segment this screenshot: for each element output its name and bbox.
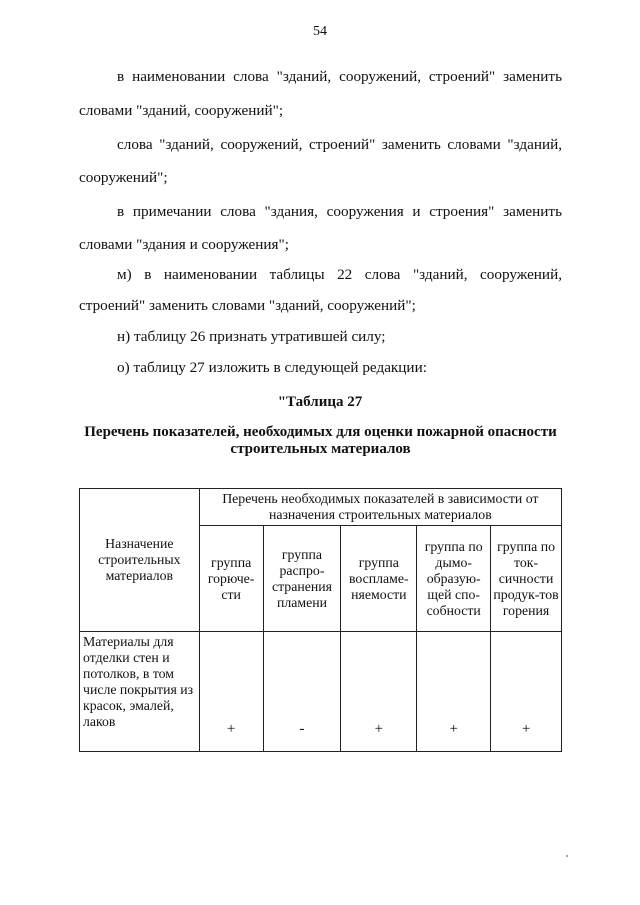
paragraph-1-line-1: в наименовании слова "зданий, сооружений, строений" заменить	[117, 68, 562, 85]
table-row	[80, 632, 562, 752]
page-number: 54	[313, 24, 327, 39]
indicators-table	[79, 488, 562, 752]
paragraph-5: н) таблицу 26 признать утратившей силу;	[117, 328, 386, 345]
value-toxicity: +	[491, 632, 562, 752]
paragraph-6: о) таблицу 27 изложить в следующей редакции:	[117, 359, 427, 376]
value-combustibility: +	[199, 632, 263, 752]
row-label: Материалы для отделки стен и потолков, в том числе покрытия из красок, эмалей, лаков	[80, 632, 200, 752]
subheader-toxicity: группа по ток-сичности продук-тов горения	[491, 526, 562, 632]
paragraph-2-line-2: сооружений";	[79, 169, 168, 186]
paragraph-4-line-1: м) в наименовании таблицы 22 слова "зданий, сооружений,	[117, 266, 562, 283]
subheader-flame-spread: группа распро-странения пламени	[263, 526, 341, 632]
subheader-combustibility: группа горюче-сти	[199, 526, 263, 632]
subheader-flammability: группа воспламе-няемости	[341, 526, 417, 632]
scan-speck	[566, 855, 568, 857]
header-purpose: Назначение строительных материалов	[80, 489, 200, 632]
header-indicators: Перечень необходимых показателей в зависимости от назначения строительных материалов	[199, 489, 561, 526]
table-title: Перечень показателей, необходимых для оценки пожарной опасности строительных материалов	[84, 424, 557, 457]
value-flame-spread: -	[263, 632, 341, 752]
paragraph-1-line-2: словами "зданий, сооружений";	[79, 102, 284, 119]
subheader-smoke: группа по дымо-образую-щей спо-собности	[417, 526, 491, 632]
paragraph-4-line-2: строений" заменить словами "зданий, сооружений";	[79, 297, 416, 314]
table-caption: "Таблица 27	[277, 394, 363, 410]
paragraph-3-line-2: словами "здания и сооружения";	[79, 236, 289, 253]
paragraph-3-line-1: в примечании слова "здания, сооружения и строения" заменить	[117, 203, 562, 220]
value-smoke: +	[417, 632, 491, 752]
value-flammability: +	[341, 632, 417, 752]
paragraph-2-line-1: слова "зданий, сооружений, строений" заменить словами "зданий,	[117, 136, 562, 153]
